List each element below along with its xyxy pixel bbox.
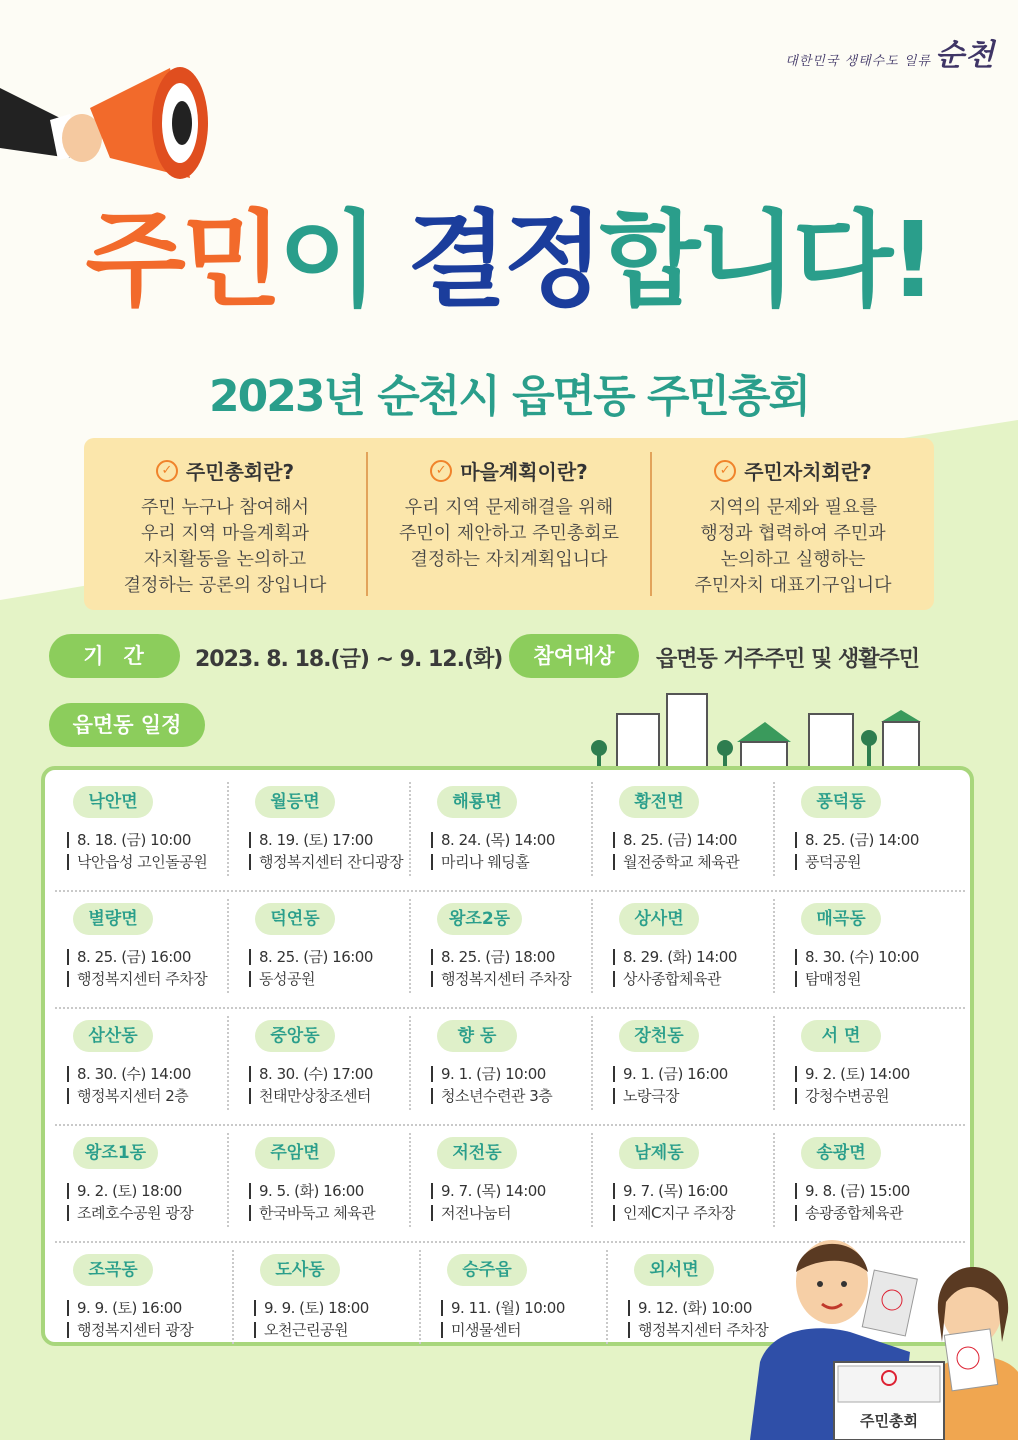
city-logo: 순천 (935, 38, 995, 73)
schedule-row (55, 1012, 965, 1126)
headline-part2: 이 (278, 199, 407, 321)
schedule-cell (601, 895, 783, 1007)
district-tag: 왕조1동 (73, 1137, 158, 1169)
target-value: 읍면동 거주주민 및 생활주민 (656, 647, 920, 672)
schedule-cell (55, 1129, 237, 1241)
schedule-cell (55, 1246, 242, 1360)
schedule-place: 상사종합체육관 (613, 971, 783, 987)
schedule-date: 9. 11. (월) 10:00 (441, 1300, 616, 1316)
schedule-date: 8. 25. (금) 16:00 (249, 949, 419, 965)
schedule-date: 9. 7. (목) 14:00 (431, 1183, 601, 1199)
schedule-cell (783, 1012, 965, 1124)
schedule-place: 동성공원 (249, 971, 419, 987)
schedule-cell (237, 1129, 419, 1241)
check-icon: ✓ (714, 460, 736, 482)
info-line: 결정하는 자치계획입니다 (410, 549, 608, 570)
schedule-cell (601, 1012, 783, 1124)
schedule-place: 행정복지센터 2층 (67, 1088, 237, 1104)
schedule-date: 8. 30. (수) 14:00 (67, 1066, 237, 1082)
headline-part3: 결정 (406, 199, 600, 321)
schedule-place: 탐매정원 (795, 971, 965, 987)
schedule-date: 8. 19. (토) 17:00 (249, 832, 419, 848)
headline (0, 200, 1018, 320)
buildings-illustration (585, 688, 925, 770)
info-column (84, 452, 368, 596)
schedule-place: 조례호수공원 광장 (67, 1205, 237, 1221)
schedule-date: 9. 9. (토) 16:00 (67, 1300, 242, 1316)
district-tag: 외서면 (634, 1254, 714, 1286)
period-value: 2023. 8. 18.(금) ~ 9. 12.(화) (195, 647, 503, 672)
info-line: 논의하고 실행하는 (720, 549, 866, 570)
schedule-place: 낙안읍성 고인돌공원 (67, 854, 237, 870)
schedule-place: 행정복지센터 주차장 (431, 971, 601, 987)
schedule-cell (55, 778, 237, 890)
district-tag: 매곡동 (801, 903, 881, 935)
district-tag: 주암면 (255, 1137, 335, 1169)
schedule-place: 송광종합체육관 (795, 1205, 965, 1221)
schedule-cell (429, 1246, 616, 1360)
schedule-place: 월전중학교 체육관 (613, 854, 783, 870)
schedule-place: 인제C지구 주차장 (613, 1205, 783, 1221)
info-line: 결정하는 공론의 장입니다 (123, 575, 327, 596)
schedule-date: 8. 25. (금) 16:00 (67, 949, 237, 965)
info-line: 지역의 문제와 필요를 (709, 497, 877, 518)
district-tag: 저전동 (437, 1137, 517, 1169)
info-line: 우리 지역 문제해결을 위해 (404, 497, 614, 518)
district-tag: 별량면 (73, 903, 153, 935)
schedule-cell (419, 1129, 601, 1241)
district-tag: 송광면 (801, 1137, 881, 1169)
schedule-cell (237, 895, 419, 1007)
info-line: 우리 지역 마을계획과 (141, 523, 309, 544)
info-title: 주민총회란? (185, 460, 295, 484)
schedule-label: 읍면동 일정 (49, 703, 205, 747)
schedule-date: 9. 9. (토) 18:00 (254, 1300, 429, 1316)
period-label: 기간 (49, 634, 180, 678)
schedule-cell (237, 1012, 419, 1124)
schedule-cell (55, 895, 237, 1007)
schedule-cell (237, 778, 419, 890)
schedule-cell (242, 1246, 429, 1360)
schedule-cell (55, 1012, 237, 1124)
info-line: 자치활동을 논의하고 (143, 549, 307, 570)
schedule-cell (783, 778, 965, 890)
info-line: 주민자치 대표기구입니다 (694, 575, 892, 596)
district-tag: 낙안면 (73, 786, 153, 818)
schedule-date: 8. 25. (금) 14:00 (795, 832, 965, 848)
schedule-date: 8. 30. (수) 17:00 (249, 1066, 419, 1082)
schedule-place: 풍덕공원 (795, 854, 965, 870)
slogan-text: 대한민국 생태수도 일류 (785, 54, 932, 69)
megaphone-icon (0, 48, 220, 188)
district-tag: 서 면 (801, 1020, 881, 1052)
info-column (652, 452, 934, 596)
check-icon: ✓ (430, 460, 452, 482)
district-tag: 장천동 (619, 1020, 699, 1052)
info-box (84, 438, 934, 610)
schedule-cell (419, 1012, 601, 1124)
schedule-date: 9. 5. (화) 16:00 (249, 1183, 419, 1199)
schedule-cell (783, 1129, 965, 1241)
schedule-place: 한국바둑고 체육관 (249, 1205, 419, 1221)
district-tag: 월등면 (255, 786, 335, 818)
info-title: 마을계획이란? (460, 460, 588, 484)
city-slogan (755, 30, 995, 74)
schedule-cell (601, 1129, 783, 1241)
schedule-place: 오천근린공원 (254, 1322, 429, 1338)
schedule-date: 9. 2. (토) 14:00 (795, 1066, 965, 1082)
schedule-date: 8. 25. (금) 18:00 (431, 949, 601, 965)
district-tag: 풍덕동 (801, 786, 881, 818)
schedule-date: 8. 24. (목) 14:00 (431, 832, 601, 848)
district-tag: 조곡동 (73, 1254, 153, 1286)
info-line: 주민이 제안하고 주민총회로 (398, 523, 620, 544)
schedule-place: 행정복지센터 광장 (67, 1322, 242, 1338)
schedule-place: 강청수변공원 (795, 1088, 965, 1104)
district-tag: 왕조2동 (437, 903, 522, 935)
schedule-cell (601, 778, 783, 890)
target-label: 참여대상 (509, 634, 639, 678)
schedule-date: 9. 12. (화) 10:00 (628, 1300, 803, 1316)
ballot-box-label: 주민총회 (860, 1412, 918, 1430)
schedule-place: 행정복지센터 주차장 (628, 1322, 803, 1338)
schedule-row (55, 1129, 965, 1243)
schedule-place: 청소년수련관 3층 (431, 1088, 601, 1104)
schedule-date: 9. 7. (목) 16:00 (613, 1183, 783, 1199)
district-tag: 삼산동 (73, 1020, 153, 1052)
schedule-row (55, 778, 965, 892)
district-tag: 황전면 (619, 786, 699, 818)
schedule-place: 저전나눔터 (431, 1205, 601, 1221)
schedule-place: 미생물센터 (441, 1322, 616, 1338)
schedule-row (55, 895, 965, 1009)
info-line: 행정과 협력하여 주민과 (700, 523, 886, 544)
district-tag: 상사면 (619, 903, 699, 935)
schedule-date: 8. 18. (금) 10:00 (67, 832, 237, 848)
district-tag: 덕연동 (255, 903, 335, 935)
district-tag: 해룡면 (437, 786, 517, 818)
check-icon: ✓ (156, 460, 178, 482)
info-line: 주민 누구나 참여해서 (141, 497, 309, 518)
info-title: 주민자치회란? (744, 460, 872, 484)
schedule-date: 9. 8. (금) 15:00 (795, 1183, 965, 1199)
schedule-date: 8. 25. (금) 14:00 (613, 832, 783, 848)
district-tag: 승주읍 (447, 1254, 527, 1286)
subtitle: 2023년 순천시 읍면동 주민총회 (209, 371, 809, 422)
schedule-cell (783, 895, 965, 1007)
district-tag: 남제동 (619, 1137, 699, 1169)
voters-illustration (750, 1232, 1018, 1440)
schedule-place: 천태만상창조센터 (249, 1088, 419, 1104)
schedule-place: 행정복지센터 잔디광장 (249, 854, 419, 870)
schedule-place: 노랑극장 (613, 1088, 783, 1104)
district-tag: 도사동 (260, 1254, 340, 1286)
schedule-place: 행정복지센터 주차장 (67, 971, 237, 987)
schedule-date: 9. 1. (금) 16:00 (613, 1066, 783, 1082)
headline-part1: 주민 (85, 199, 279, 321)
district-tag: 향 동 (437, 1020, 517, 1052)
schedule-cell (419, 895, 601, 1007)
schedule-date: 9. 2. (토) 18:00 (67, 1183, 237, 1199)
headline-part4: 합니다! (599, 199, 933, 321)
schedule-date: 8. 29. (화) 14:00 (613, 949, 783, 965)
schedule-date: 8. 30. (수) 10:00 (795, 949, 965, 965)
district-tag: 중앙동 (255, 1020, 335, 1052)
info-column (368, 452, 652, 596)
schedule-place: 마리나 웨딩홀 (431, 854, 601, 870)
schedule-date: 9. 1. (금) 10:00 (431, 1066, 601, 1082)
schedule-cell (419, 778, 601, 890)
